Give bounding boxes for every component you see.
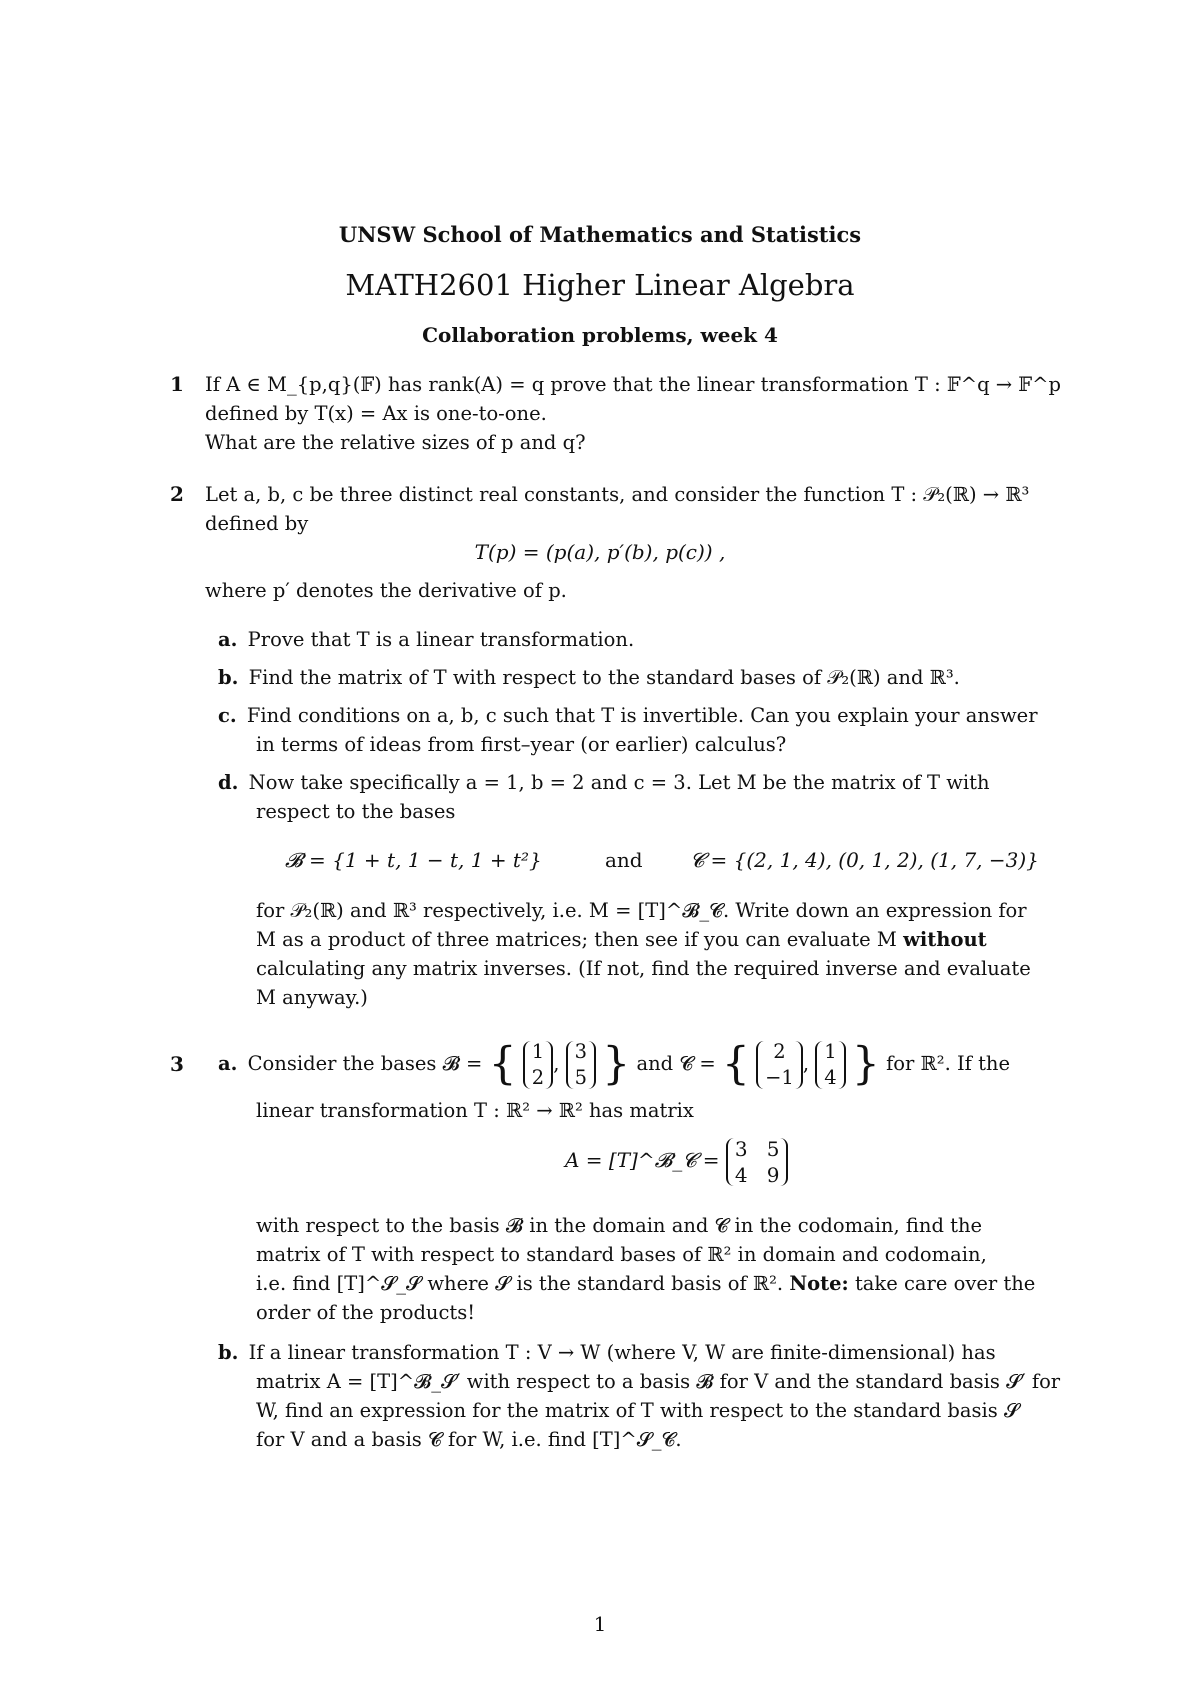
basis-B-vector-2: 3 5 <box>566 1039 596 1091</box>
page-number: 1 <box>593 1612 607 1636</box>
problem-2d-text-2: respect to the bases <box>256 800 456 823</box>
left-brace-icon: { <box>721 1038 750 1090</box>
problem-3a-post: for ℝ². If the <box>886 1052 1011 1075</box>
problem-2c-text-2: in terms of ideas from first–year (or earlier) calculus? <box>256 733 787 756</box>
problem-2b <box>218 665 960 691</box>
problem-3b-text-2: matrix A = [T]^𝓑_𝓢′ with respect to a basis 𝓑 for V and the standard basis 𝓢′ for <box>256 1370 1061 1393</box>
problem-3a-label: a. <box>218 1052 238 1075</box>
problem-2-line-3: where p′ denotes the derivative of p. <box>205 579 567 602</box>
basis-C-vector-2: 1 4 <box>815 1039 845 1091</box>
school-title: UNSW School of Mathematics and Statistics <box>338 222 862 247</box>
matrix-A-lhs: A = [T]^𝓑_𝓒 = <box>565 1148 720 1172</box>
matrix-A-equation <box>565 1130 788 1190</box>
problem-3a-text-3: with respect to the basis 𝓑 in the domain and 𝓒 in the codomain, find the <box>256 1214 983 1237</box>
problem-3b <box>218 1340 996 1366</box>
problem-1-line-2: defined by T(x) = Ax is one-to-one. <box>205 402 547 425</box>
problem-2d <box>218 770 990 796</box>
problem-3a-text-5c: take care over the <box>854 1272 1036 1295</box>
problem-3a-mid: and 𝓒 = <box>636 1052 716 1075</box>
problem-3a-text-4: matrix of T with respect to standard bases of ℝ² in domain and codomain, <box>256 1243 987 1266</box>
problem-1-line-1: If A ∈ M_{p,q}(𝔽) has rank(A) = q prove that the linear transformation T : 𝔽^q → 𝔽^p <box>205 373 1061 396</box>
basis-B-equation: 𝓑 = {1 + t, 1 − t, 1 + t²} <box>285 848 542 872</box>
problem-3b-text-1: If a linear transformation T : V → W (where V, W are finite-dimensional) has <box>248 1341 996 1364</box>
problem-2d-text-5: calculating any matrix inverses. (If not, find the required inverse and evaluate <box>256 957 1031 980</box>
problem-2b-label: b. <box>218 666 239 689</box>
problem-2-equation: T(p) = (p(a), p′(b), p(c)) , <box>474 540 726 564</box>
problem-2-number: 2 <box>170 482 184 506</box>
problem-3a-pre: Consider the bases 𝓑 = <box>247 1052 483 1075</box>
basis-B-vector-1: 1 2 <box>523 1039 553 1091</box>
problem-2d-text-4a: M as a product of three matrices; then see if you can evaluate M <box>256 928 897 951</box>
problem-3a-text-6: order of the products! <box>256 1301 476 1324</box>
problem-3b-text-4: for V and a basis 𝓒 for W, i.e. find [T]^𝓢_𝓒. <box>256 1428 682 1451</box>
problem-3-number: 3 <box>170 1052 184 1076</box>
problem-1-line-3: What are the relative sizes of p and q? <box>205 431 586 454</box>
problem-2-line-1: Let a, b, c be three distinct real constants, and consider the function T : 𝒫₂(ℝ) → ℝ³ <box>205 483 1030 506</box>
problem-2a-text: Prove that T is a linear transformation. <box>247 628 635 651</box>
problem-2d-text-6: M anyway.) <box>256 986 368 1009</box>
problem-2c <box>218 703 1038 729</box>
problem-3a-line-1: a. Consider the bases 𝓑 = { 1 2 , 3 5 } and 𝓒 = { 2 −1 , 1 4 } for ℝ². If the <box>218 1038 1011 1090</box>
course-title: MATH2601 Higher Linear Algebra <box>345 268 855 302</box>
right-brace-icon: } <box>851 1038 880 1090</box>
sheet-title: Collaboration problems, week 4 <box>422 323 778 347</box>
problem-3a-note: Note: <box>789 1272 849 1295</box>
problem-2-line-2: defined by <box>205 512 309 535</box>
problem-2d-text-4 <box>256 927 987 953</box>
problem-1-number: 1 <box>170 372 184 396</box>
problem-2d-label: d. <box>218 771 239 794</box>
problem-3a-text-5 <box>256 1271 1035 1297</box>
problem-2c-label: c. <box>218 704 237 727</box>
basis-and-word: and <box>605 848 643 872</box>
basis-C-equation: 𝓒 = {(2, 1, 4), (0, 1, 2), (1, 7, −3)} <box>690 848 1039 872</box>
problem-3a-text-2: linear transformation T : ℝ² → ℝ² has matrix <box>256 1099 694 1122</box>
problem-2c-text-1: Find conditions on a, b, c such that T is invertible. Can you explain your answer <box>246 704 1038 727</box>
problem-2a-label: a. <box>218 628 238 651</box>
problem-2b-text: Find the matrix of T with respect to the standard bases of 𝒫₂(ℝ) and ℝ³. <box>248 666 960 689</box>
problem-2d-text-3: for 𝒫₂(ℝ) and ℝ³ respectively, i.e. M = [T]^𝓑_𝓒. Write down an expression for <box>256 899 1027 922</box>
right-brace-icon: } <box>602 1038 631 1090</box>
problem-2d-without: without <box>903 928 987 951</box>
problem-3b-text-3: W, find an expression for the matrix of T with respect to the standard basis 𝓢 <box>256 1399 1020 1422</box>
basis-C-vector-1: 2 −1 <box>756 1039 803 1091</box>
matrix-A: 3 5 4 9 <box>726 1136 789 1188</box>
problem-3a-text-5a: i.e. find [T]^𝓢_𝓢 where 𝓢 is the standard basis of ℝ². <box>256 1272 784 1295</box>
problem-3b-label: b. <box>218 1341 239 1364</box>
problem-2a <box>218 627 634 653</box>
problem-2d-text-1: Now take specifically a = 1, b = 2 and c = 3. Let M be the matrix of T with <box>248 771 990 794</box>
left-brace-icon: { <box>488 1038 517 1090</box>
